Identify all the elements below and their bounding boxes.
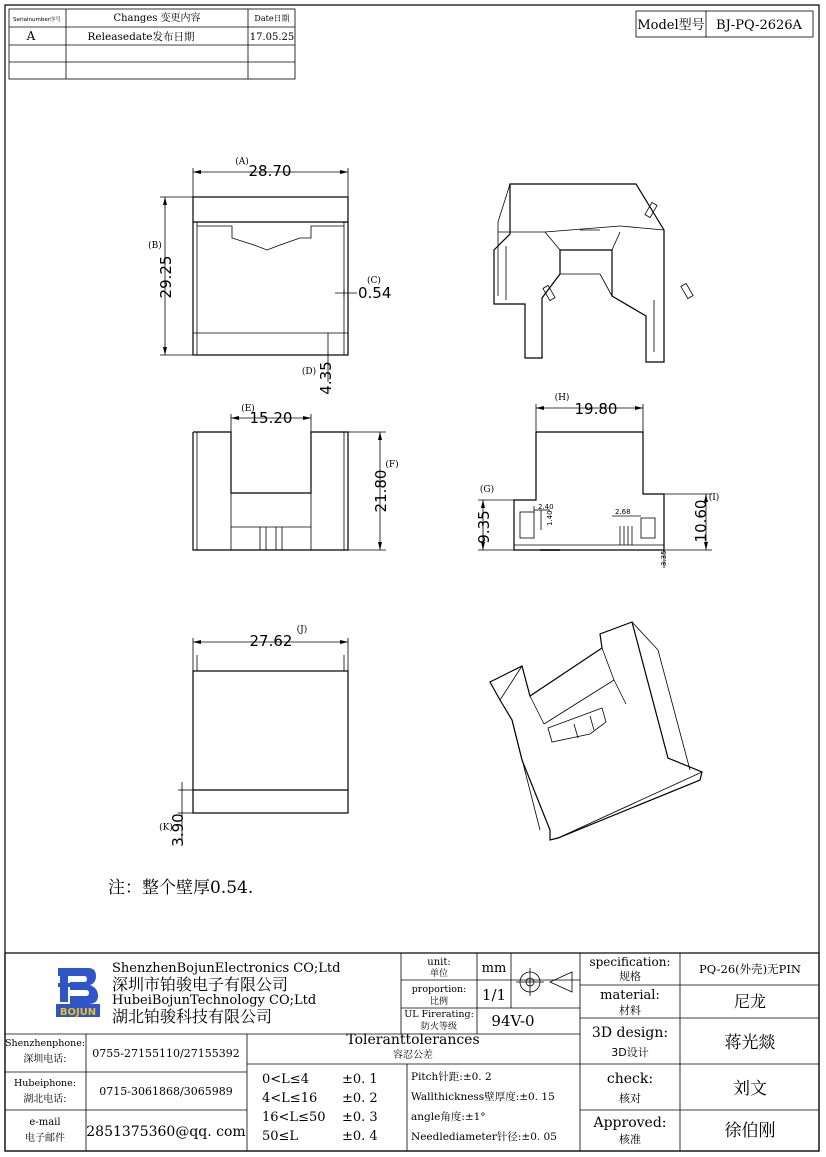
iso-view-top (494, 184, 693, 362)
dim-small-2: 1.40 (546, 510, 554, 526)
contact-shenzhen-label-cn: 深圳电话: (23, 1054, 67, 1065)
dim-k-tag: (K) (159, 823, 173, 833)
tolerance-title-cn: 容忍公差 (393, 1050, 433, 1061)
material-label: material: (600, 988, 660, 1003)
contact-hubei-label: Hubeiphone: (13, 1078, 77, 1089)
ul-label-cn: 防火等级 (420, 1022, 458, 1032)
tolerance-value-1: ±0. 1 (342, 1072, 378, 1087)
dim-e-tag: (E) (241, 404, 255, 414)
contact-shenzhen-value: 0755-27155110/27155392 (92, 1047, 240, 1060)
revision-change: Releasedate发布日期 (87, 31, 195, 43)
contact-shenzhen-label: Shenzhenphone: (4, 1038, 86, 1049)
approved-label: Approved: (593, 1115, 667, 1131)
revision-header-date: Date日期 (254, 14, 290, 23)
dim-b-value: 29.25 (157, 255, 175, 299)
tolerance-range-3: 16<L≤50 (262, 1110, 326, 1125)
dim-g-tag: (G) (479, 485, 495, 495)
note: 注：整个壁厚0.54. (108, 878, 254, 898)
dim-i-value: 10.60 (692, 499, 710, 543)
contact-email-label: e-mail (29, 1117, 61, 1128)
spec-label-cn: 规格 (619, 970, 641, 983)
tolerance-value-3: ±0. 3 (342, 1110, 378, 1125)
check-label-cn: 核对 (619, 1092, 641, 1105)
revision-table (9, 9, 295, 79)
dim-j-value: 27.62 (249, 632, 293, 650)
bojun-logo (56, 968, 100, 1018)
revision-header-changes: Changes 变更内容 (113, 13, 201, 24)
approved-label-cn: 核准 (619, 1133, 641, 1146)
front-view (160, 168, 357, 382)
unit-label: unit: (427, 957, 451, 968)
tolerance-value-2: ±0. 2 (342, 1091, 378, 1106)
revision-serial: A (26, 29, 36, 43)
dim-e-value: 15.20 (249, 409, 293, 427)
contact-hubei-value: 0715-3061868/3065989 (99, 1085, 233, 1098)
dim-small-4: 3.35 (660, 550, 668, 566)
company-name-cn-1: 深圳市铂骏电子有限公司 (112, 975, 289, 994)
tolerance-value-4: ±0. 4 (342, 1129, 378, 1144)
design-value: 蒋光燚 (724, 1033, 776, 1053)
iso-view-bottom (490, 622, 702, 840)
dim-small-3: 2.68 (615, 508, 631, 516)
tolerance-range-4: 50≤L (262, 1129, 299, 1144)
proportion-value: 1/1 (481, 986, 507, 1004)
unit-value: mm (481, 961, 507, 976)
side-view (478, 404, 712, 568)
proportion-label-cn: 比例 (429, 997, 449, 1007)
dim-c-value: 0.54 (358, 284, 392, 302)
contact-hubei-label-cn: 湖北电话: (23, 1094, 67, 1105)
spec-label: specification: (589, 955, 671, 969)
approved-value: 徐伯刚 (724, 1121, 776, 1141)
dim-i-tag: (I) (708, 493, 720, 503)
dim-j-tag: (J) (296, 625, 308, 635)
tolerance-range-2: 4<L≤16 (262, 1091, 318, 1106)
dim-f-value: 21.80 (372, 469, 390, 513)
tolerance-angle: angle角度:±1° (411, 1111, 486, 1123)
top-view (178, 638, 348, 840)
spec-value: PQ-26(外壳)无PIN (699, 962, 801, 976)
tolerance-wall: Wallthickness壁厚度:±0. 15 (411, 1091, 555, 1103)
projection-symbol (516, 968, 572, 996)
ul-label: UL Firerating: (404, 1009, 474, 1020)
revision-header-serial: Serialnumber序号 (12, 17, 62, 23)
unit-label-cn: 单位 (429, 969, 449, 979)
ul-value: 94V-0 (491, 1012, 535, 1030)
dim-h-tag: (H) (554, 393, 570, 403)
contact-email-value: 2851375360@qq. com (86, 1124, 246, 1140)
tolerance-title: Toleranttolerances (346, 1032, 480, 1048)
dim-d-value: 4.35 (317, 361, 335, 395)
check-label: check: (606, 1071, 654, 1087)
company-name-en-1: ShenzhenBojunElectronics CO;Ltd (112, 961, 341, 976)
dim-a-value: 28.70 (248, 162, 292, 180)
dim-small-1: 2.40 (538, 503, 554, 511)
dim-d-tag: (D) (301, 367, 317, 377)
contact-email-label-cn: 电子邮件 (25, 1133, 65, 1144)
proportion-label: proportion: (411, 984, 467, 995)
logo-text: BOJUN (59, 1007, 97, 1018)
bottom-view (193, 414, 386, 550)
design-label-cn: 3D设计 (611, 1046, 649, 1059)
dim-a-tag: (A) (235, 157, 249, 167)
model-label: Model型号 (637, 18, 705, 33)
material-value: 尼龙 (733, 992, 767, 1011)
dim-f-tag: (F) (385, 460, 399, 470)
dim-g-value: 9.35 (475, 510, 493, 544)
dim-b-tag: (B) (148, 241, 162, 251)
material-label-cn: 材料 (619, 1004, 641, 1017)
model-box (636, 11, 813, 37)
tolerance-range-1: 0<L≤4 (262, 1072, 309, 1087)
design-label: 3D design: (591, 1025, 669, 1041)
company-name-cn-2: 湖北铂骏科技有限公司 (112, 1007, 273, 1026)
tolerance-needle: Needlediameter针径:±0. 05 (411, 1131, 557, 1143)
company-name-en-2: HubeiBojunTechnology CO;Ltd (112, 993, 317, 1008)
check-value: 刘文 (733, 1079, 767, 1099)
dim-h-value: 19.80 (574, 400, 618, 418)
revision-date: 17.05.25 (249, 32, 295, 43)
model-value: BJ-PQ-2626A (716, 18, 802, 33)
dim-c-tag: (C) (367, 276, 381, 286)
tolerance-pitch: Pitch针距:±0. 2 (411, 1071, 492, 1083)
dim-k-value: 3.90 (169, 813, 187, 847)
